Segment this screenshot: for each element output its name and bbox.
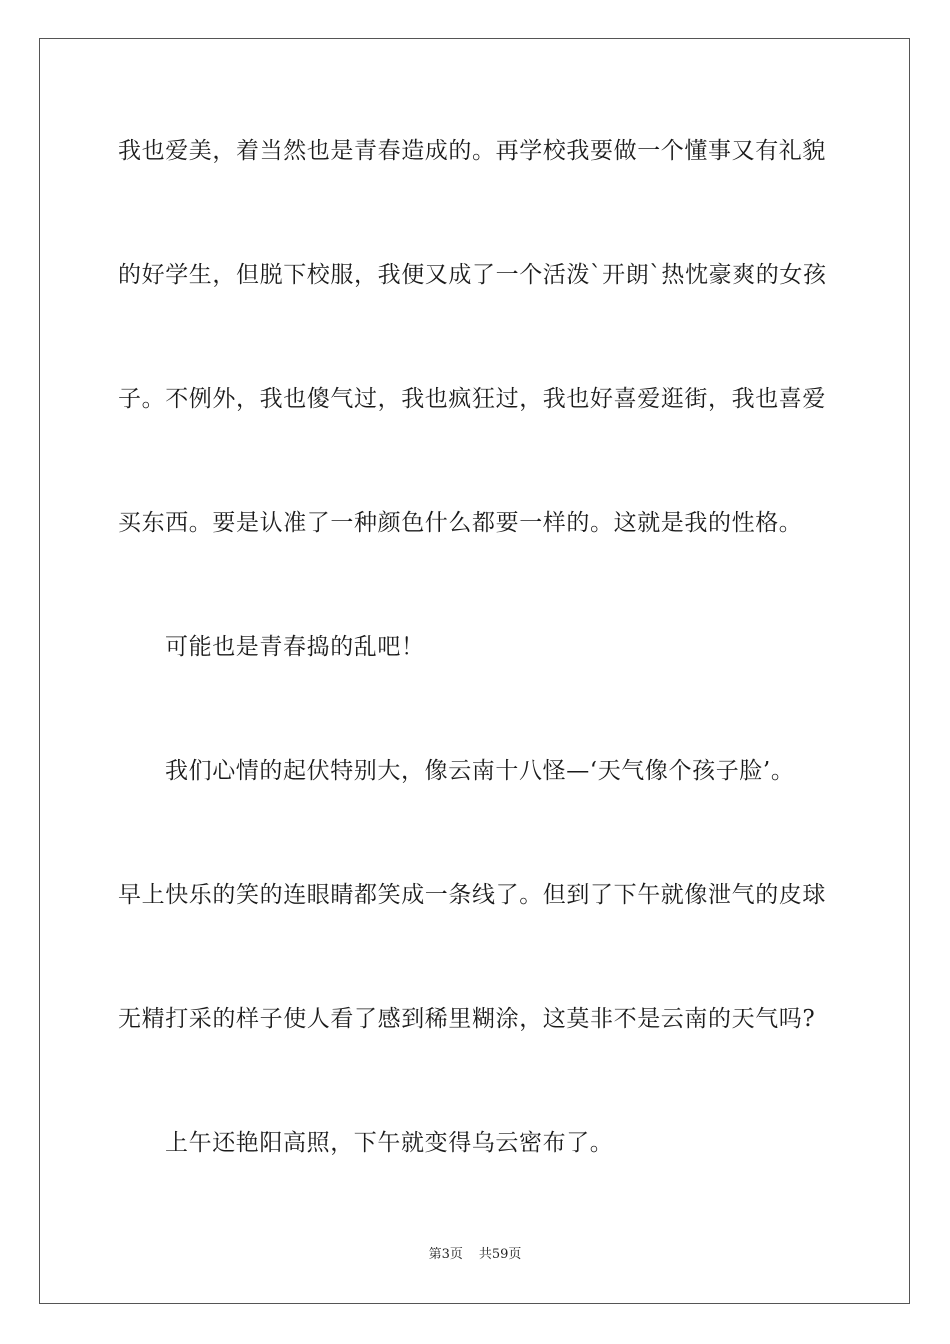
text-line: 早上快乐的笑的连眼睛都笑成一条线了。但到了下午就像泄气的皮球 bbox=[118, 882, 826, 908]
text-line: 的好学生，但脱下校服，我便又成了一个活泼`开朗`热忱豪爽的女孩 bbox=[118, 262, 827, 288]
text-line: 子。不例外，我也傻气过，我也疯狂过，我也好喜爱逛街，我也喜爱 bbox=[118, 386, 826, 412]
paragraph-first-line: 我们心情的起伏特别大，像云南十八怪—‘天气像个孩子脸’。 bbox=[165, 758, 795, 784]
text-line: 我也爱美，着当然也是青春造成的。再学校我要做一个懂事又有礼貌 bbox=[118, 138, 826, 164]
text-line: 买东西。要是认准了一种颜色什么都要一样的。这就是我的性格。 bbox=[118, 510, 803, 536]
paragraph-first-line: 上午还艳阳高照，下午就变得乌云密布了。 bbox=[165, 1130, 614, 1156]
text-line: 无精打采的样子使人看了感到稀里糊涂，这莫非不是云南的天气吗? bbox=[118, 1006, 816, 1032]
page-border bbox=[39, 38, 910, 1304]
paragraph-first-line: 可能也是青春捣的乱吧！ bbox=[165, 634, 425, 660]
total-pages: 共59页 bbox=[478, 1247, 522, 1262]
page-footer bbox=[0, 1246, 950, 1264]
page-number: 第3页 bbox=[428, 1247, 463, 1262]
